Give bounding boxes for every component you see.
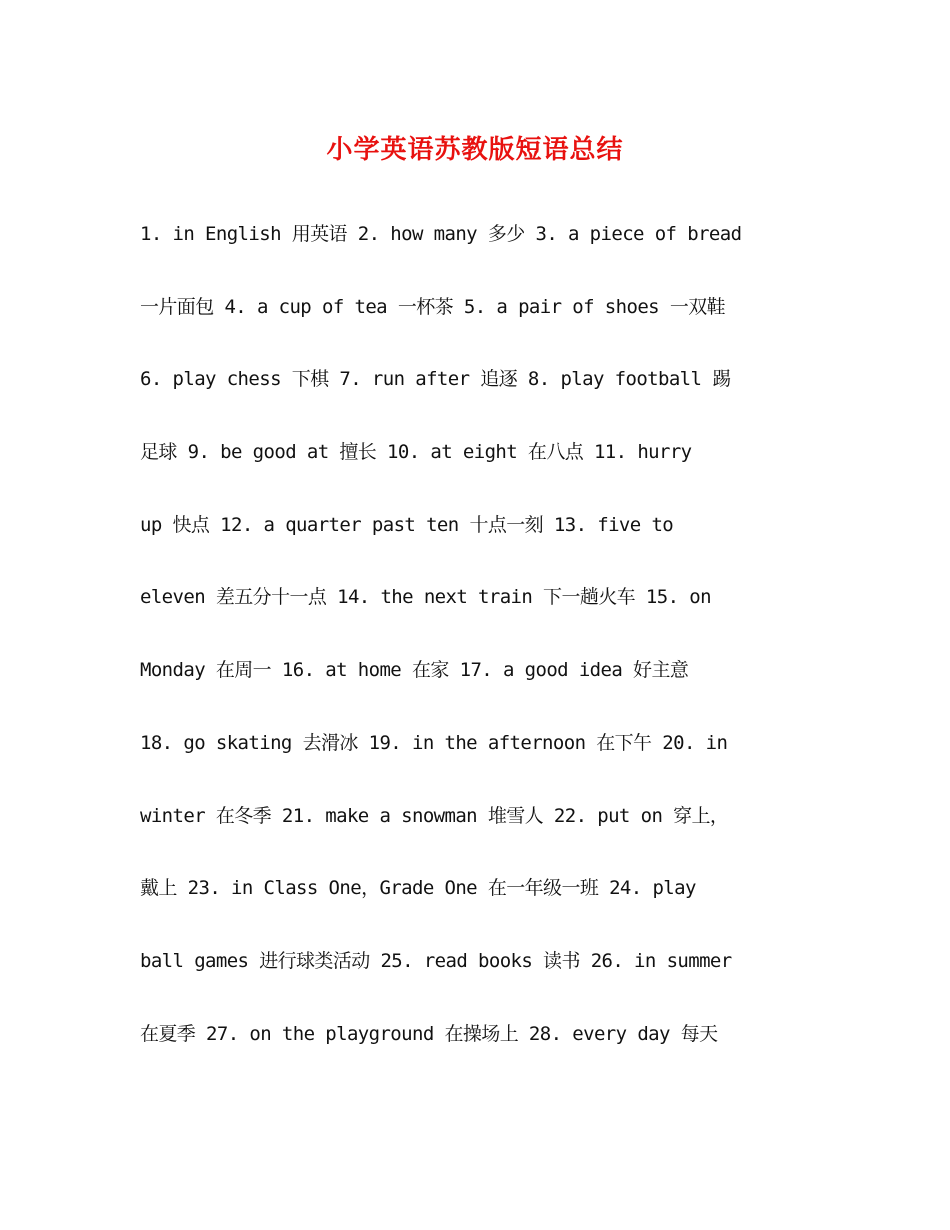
text-line: eleven 差五分十一点 14. the next train 下一趟火车 15. on	[140, 586, 711, 609]
text-line: up 快点 12. a quarter past ten 十点一刻 13. five to	[140, 513, 674, 536]
text-line: 戴上 23. in Class One，Grade One 在一年级一班 24. play	[140, 877, 696, 900]
text-line: 一片面包 4. a cup of tea 一杯茶 5. a pair of shoes 一双鞋	[140, 295, 726, 318]
text-line: Monday 在周一 16. at home 在家 17. a good idea 好主意	[140, 659, 689, 682]
text-line: winter 在冬季 21. make a snowman 堆雪人 22. put on 穿上，	[140, 804, 729, 827]
phrase-list	[140, 212, 810, 1084]
text-line: 在夏季 27. on the playground 在操场上 28. every day 每天	[140, 1022, 718, 1045]
text-line: 6. play chess 下棋 7. run after 追逐 8. play football 踢	[140, 368, 731, 391]
text-line: 足球 9. be good at 擅长 10. at eight 在八点 11. hurry	[140, 441, 692, 464]
page-title: 小学英语苏教版短语总结	[326, 135, 624, 165]
text-line: ball games 进行球类活动 25. read books 读书 26. in summer	[140, 949, 732, 972]
text-line: 18. go skating 去滑冰 19. in the afternoon 在下午 20. in	[140, 731, 728, 754]
text-line: 1. in English 用英语 2. how many 多少 3. a piece of bread	[140, 223, 742, 245]
